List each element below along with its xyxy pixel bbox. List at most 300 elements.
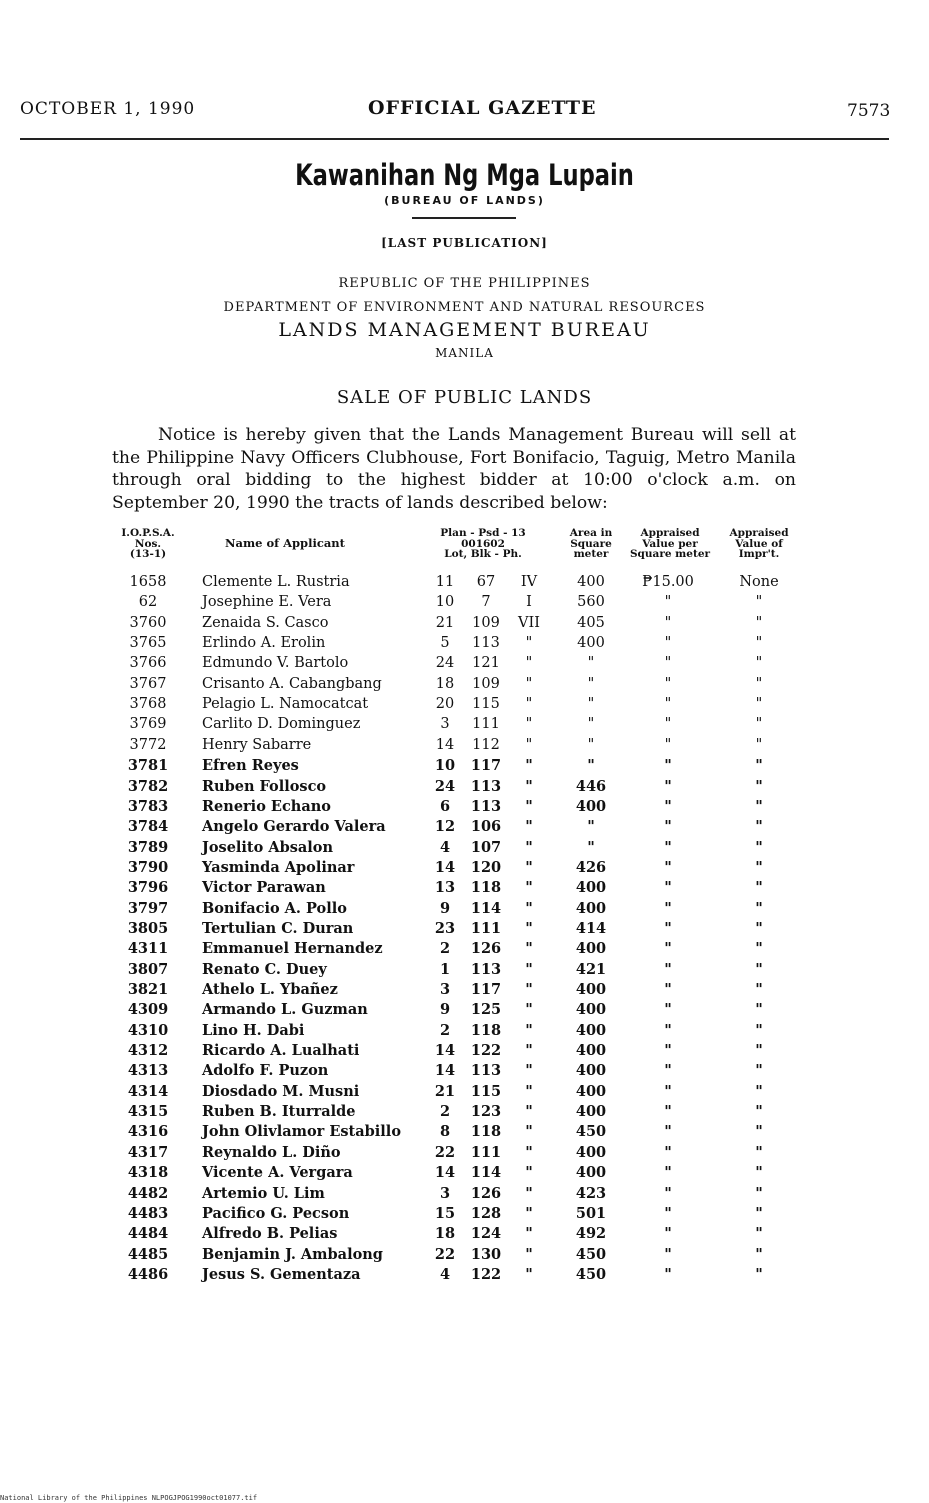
cell-area: 492	[575, 1225, 607, 1243]
table-row	[0, 798, 929, 818]
cell-imp: "	[755, 1001, 763, 1019]
table-row	[0, 1022, 929, 1042]
cell-ph: "	[525, 1143, 533, 1161]
cell-name: Armando L. Guzman	[202, 1001, 368, 1019]
cell-ph: "	[525, 838, 533, 856]
cell-imp: "	[755, 1184, 763, 1202]
cell-val: "	[664, 736, 672, 753]
cell-ph: "	[525, 899, 533, 917]
table-row	[0, 961, 929, 981]
header-appraised-value	[620, 528, 720, 560]
table-row	[0, 940, 929, 960]
cell-no: 4309	[127, 1001, 169, 1019]
cell-ph: I	[526, 594, 532, 611]
cell-ph: "	[525, 1042, 533, 1060]
cell-lot: 4	[439, 838, 451, 856]
cell-imp: "	[755, 1021, 763, 1039]
cell-blk: 7	[481, 594, 491, 611]
cell-area: "	[587, 757, 595, 775]
cell-val: "	[664, 1245, 672, 1263]
cell-imp: "	[755, 757, 763, 775]
cell-area: 450	[575, 1123, 607, 1141]
cell-name: Crisanto A. Cabangbang	[202, 675, 382, 692]
cell-blk: 111	[470, 919, 502, 937]
cell-val: "	[664, 757, 672, 775]
cell-ph: "	[525, 960, 533, 978]
cell-area: 501	[575, 1204, 607, 1222]
cell-blk: 118	[470, 1021, 502, 1039]
cell-ph: "	[525, 736, 533, 753]
cell-val: "	[664, 1164, 672, 1182]
cell-val: "	[664, 1042, 672, 1060]
cell-imp: "	[755, 919, 763, 937]
cell-name: Artemio U. Lim	[202, 1184, 325, 1202]
cell-imp: "	[755, 858, 763, 876]
table-row	[0, 859, 929, 879]
publication-name: OFFICIAL GAZETTE	[368, 97, 597, 119]
cell-name: Diosdado M. Musni	[202, 1082, 360, 1100]
cell-lot: 24	[435, 655, 455, 672]
cell-lot: 22	[434, 1245, 456, 1263]
cell-area: 405	[577, 614, 605, 631]
cell-blk: 109	[472, 675, 500, 692]
cell-no: 3782	[127, 777, 169, 795]
table-row	[0, 1083, 929, 1103]
cell-no: 4310	[127, 1021, 169, 1039]
cell-area: 400	[575, 1164, 607, 1182]
header-plan-l3: Lot, Blk - Ph.	[444, 548, 522, 560]
header-appraised-impr	[722, 528, 796, 560]
cell-lot: 2	[439, 1021, 451, 1039]
cell-area: 450	[575, 1265, 607, 1283]
cell-lot: 18	[435, 675, 455, 692]
header-value-l1: Appraised	[640, 527, 700, 539]
cell-no: 3768	[129, 696, 167, 713]
cell-name: Adolfo F. Puzon	[202, 1062, 329, 1080]
cell-area: 400	[575, 1103, 607, 1121]
cell-area: 560	[577, 594, 605, 611]
cell-area: 400	[575, 981, 607, 998]
cell-ph: "	[525, 879, 533, 897]
header-area-l2: Square	[570, 537, 612, 550]
cell-name: Erlindo A. Erolin	[202, 635, 326, 652]
cell-blk: 113	[470, 960, 502, 978]
cell-ph: "	[525, 675, 533, 692]
table-row	[0, 1144, 929, 1164]
cell-blk: 111	[472, 716, 500, 733]
cell-val: "	[664, 614, 672, 631]
cell-imp: "	[755, 777, 763, 795]
header-iopsa-l3: (13-1)	[129, 548, 167, 560]
section-title: SALE OF PUBLIC LANDS	[336, 387, 593, 408]
cell-area: 400	[575, 1021, 607, 1039]
cell-imp: "	[755, 594, 763, 611]
cell-blk: 126	[470, 1184, 502, 1202]
table-row	[0, 757, 929, 777]
cell-blk: 128	[470, 1204, 502, 1222]
cell-no: 62	[138, 594, 158, 611]
table-row	[0, 615, 929, 635]
cell-name: Edmundo V. Bartolo	[202, 655, 349, 672]
cell-imp: "	[755, 1143, 763, 1161]
notice-text: Notice is hereby given that the Lands Management Bureau will sell at the Philippine Navy Officers Clubhouse, Fort Bonifacio, Taguig, Metro Manila through oral bidding to the highest bidder at 10:00 o'clock a.m. on September 20, 1990 the tracts of lands described below:	[112, 425, 796, 513]
header-area	[560, 528, 622, 560]
table-row	[0, 1205, 929, 1225]
cell-val: "	[664, 960, 672, 978]
cell-val: "	[664, 1123, 672, 1141]
cell-ph: "	[525, 1123, 533, 1141]
cell-imp: "	[755, 797, 763, 815]
cell-blk: 124	[470, 1225, 502, 1243]
cell-no: 4484	[127, 1225, 169, 1243]
table-row	[0, 574, 929, 594]
cell-blk: 126	[470, 940, 502, 958]
cell-imp: None	[739, 574, 779, 590]
cell-imp: "	[755, 818, 763, 836]
cell-area: 446	[575, 777, 607, 795]
header-value-l2: Value per	[642, 537, 698, 550]
cell-lot: 18	[434, 1225, 456, 1243]
cell-name: Tertulian C. Duran	[202, 919, 354, 937]
cell-lot: 14	[434, 858, 456, 876]
table-row	[0, 920, 929, 940]
cell-blk: 109	[472, 614, 500, 631]
cell-lot: 20	[435, 696, 455, 713]
table-row	[0, 1225, 929, 1245]
cell-imp: "	[755, 1123, 763, 1141]
header-plan-l2: 001602	[461, 537, 505, 550]
cell-lot: 3	[439, 1184, 451, 1202]
cell-ph: "	[525, 818, 533, 836]
cell-val: "	[664, 919, 672, 937]
cell-ph: "	[525, 1082, 533, 1100]
cell-lot: 10	[435, 594, 455, 611]
cell-lot: 14	[434, 1042, 456, 1060]
table-row	[0, 900, 929, 920]
cell-no: 3769	[129, 716, 167, 733]
cell-no: 4486	[127, 1265, 169, 1283]
cell-imp: "	[755, 1103, 763, 1121]
cell-imp: "	[755, 635, 763, 652]
header-iopsa	[112, 528, 184, 560]
cell-val: "	[664, 1143, 672, 1161]
cell-blk: 121	[472, 655, 500, 672]
table-row	[0, 778, 929, 798]
cell-ph: "	[525, 1204, 533, 1222]
cell-ph: "	[525, 1001, 533, 1019]
cell-imp: "	[755, 696, 763, 713]
cell-lot: 21	[435, 614, 455, 631]
cell-imp: "	[755, 940, 763, 958]
cell-ph: "	[525, 1184, 533, 1202]
cell-no: 3781	[127, 757, 169, 775]
table-row	[0, 1062, 929, 1082]
table-row	[0, 839, 929, 859]
cell-ph: "	[525, 981, 533, 998]
header-impr-l3: Impr't.	[738, 548, 780, 560]
cell-name: Zenaida S. Casco	[202, 614, 329, 631]
table-row	[0, 655, 929, 675]
cell-blk: 113	[470, 797, 502, 815]
cell-no: 4317	[127, 1143, 169, 1161]
cell-ph: "	[525, 1021, 533, 1039]
cell-val: "	[664, 716, 672, 733]
cell-imp: "	[755, 614, 763, 631]
cell-area: 400	[577, 574, 605, 590]
cell-val: "	[664, 797, 672, 815]
cell-lot: 21	[434, 1082, 456, 1100]
cell-imp: "	[755, 879, 763, 897]
cell-val: "	[664, 899, 672, 917]
cell-val: "	[664, 818, 672, 836]
cell-val: "	[664, 696, 672, 713]
table-row	[0, 696, 929, 716]
cell-ph: "	[525, 797, 533, 815]
cell-lot: 14	[434, 1164, 456, 1182]
header-plan-l1: Plan - Psd - 13	[440, 527, 526, 539]
table-row	[0, 676, 929, 696]
cell-area: "	[587, 696, 595, 713]
cell-ph: "	[525, 1245, 533, 1263]
cell-val: "	[664, 940, 672, 958]
cell-area: 400	[575, 1001, 607, 1019]
cell-no: 3805	[127, 919, 169, 937]
cell-ph: "	[525, 757, 533, 775]
cell-blk: 120	[470, 858, 502, 876]
city-label: MANILA	[435, 346, 494, 360]
cell-no: 3760	[129, 614, 167, 631]
table-row	[0, 981, 929, 1001]
cell-area: 414	[575, 919, 607, 937]
cell-area: "	[587, 655, 595, 672]
cell-no: 3783	[127, 797, 169, 815]
header-applicant: Name of Applicant	[225, 536, 345, 550]
cell-ph: "	[525, 716, 533, 733]
cell-imp: "	[755, 1082, 763, 1100]
cell-area: 400	[575, 797, 607, 815]
header-area-l1: Area in	[569, 527, 613, 539]
cell-no: 3821	[127, 981, 169, 998]
cell-ph: VII	[518, 614, 540, 631]
table-row	[0, 1123, 929, 1143]
cell-val: "	[664, 981, 672, 998]
cell-area: "	[587, 838, 595, 856]
cell-val: "	[664, 655, 672, 672]
notice-paragraph	[112, 424, 796, 514]
page-subtitle: (BUREAU OF LANDS)	[384, 194, 545, 207]
cell-no: 4315	[127, 1103, 169, 1121]
cell-val: ₱15.00	[642, 574, 694, 590]
table-row	[0, 1042, 929, 1062]
cell-val: "	[664, 879, 672, 897]
header-plan	[408, 528, 558, 560]
publication-tag: [LAST PUBLICATION]	[381, 236, 548, 250]
cell-ph: "	[525, 1225, 533, 1243]
cell-name: Pelagio L. Namocatcat	[202, 696, 369, 713]
cell-blk: 123	[470, 1103, 502, 1121]
cell-ph: "	[525, 777, 533, 795]
cell-name: Pacifico G. Pecson	[202, 1204, 350, 1222]
header-impr-l1: Appraised	[729, 527, 789, 539]
cell-imp: "	[755, 1245, 763, 1263]
cell-blk: 117	[470, 981, 502, 998]
cell-lot: 14	[434, 1062, 456, 1080]
cell-no: 4483	[127, 1204, 169, 1222]
cell-lot: 9	[439, 899, 451, 917]
cell-area: "	[587, 818, 595, 836]
cell-blk: 114	[470, 899, 502, 917]
table-row	[0, 1185, 929, 1205]
cell-no: 3790	[127, 858, 169, 876]
table-row	[0, 737, 929, 757]
cell-no: 3767	[129, 675, 167, 692]
cell-imp: "	[755, 1265, 763, 1283]
cell-imp: "	[755, 736, 763, 753]
cell-name: Emmanuel Hernandez	[202, 940, 383, 958]
page-title: Kawanihan Ng Mga Lupain	[295, 158, 634, 192]
bureau-label: LANDS MANAGEMENT BUREAU	[278, 319, 651, 341]
cell-lot: 12	[434, 818, 456, 836]
table-row	[0, 1103, 929, 1123]
cell-name: Joselito Absalon	[202, 838, 334, 856]
cell-area: 400	[575, 1042, 607, 1060]
cell-ph: "	[525, 655, 533, 672]
cell-val: "	[664, 635, 672, 652]
cell-blk: 111	[470, 1143, 502, 1161]
cell-imp: "	[755, 1164, 763, 1182]
cell-blk: 122	[470, 1265, 502, 1283]
cell-lot: 14	[435, 736, 455, 753]
cell-name: Benjamin J. Ambalong	[202, 1245, 383, 1263]
cell-imp: "	[755, 655, 763, 672]
cell-no: 3765	[129, 635, 167, 652]
cell-no: 4313	[127, 1062, 169, 1080]
cell-val: "	[664, 1225, 672, 1243]
cell-no: 4311	[127, 940, 169, 958]
cell-lot: 6	[439, 797, 451, 815]
cell-blk: 115	[470, 1082, 502, 1100]
cell-imp: "	[755, 981, 763, 998]
cell-lot: 5	[440, 635, 450, 652]
cell-blk: 117	[470, 757, 502, 775]
cell-lot: 4	[439, 1265, 451, 1283]
cell-lot: 15	[434, 1204, 456, 1222]
table-row	[0, 879, 929, 899]
cell-lot: 10	[434, 757, 456, 775]
cell-area: 400	[575, 1082, 607, 1100]
cell-blk: 107	[470, 838, 502, 856]
cell-imp: "	[755, 838, 763, 856]
cell-imp: "	[755, 716, 763, 733]
cell-name: Henry Sabarre	[202, 736, 312, 753]
cell-lot: 8	[439, 1123, 451, 1141]
cell-no: 4314	[127, 1082, 169, 1100]
cell-lot: 9	[439, 1001, 451, 1019]
cell-lot: 2	[439, 940, 451, 958]
cell-name: Ruben Follosco	[202, 777, 327, 795]
cell-imp: "	[755, 1225, 763, 1243]
cell-ph: "	[525, 858, 533, 876]
cell-name: Ruben B. Iturralde	[202, 1103, 356, 1121]
cell-no: 4316	[127, 1123, 169, 1141]
cell-name: Vicente A. Vergara	[202, 1164, 353, 1182]
cell-area: 400	[575, 879, 607, 897]
cell-area: 400	[575, 1062, 607, 1080]
cell-imp: "	[755, 1204, 763, 1222]
cell-area: 423	[575, 1184, 607, 1202]
cell-no: 4312	[127, 1042, 169, 1060]
cell-lot: 3	[439, 981, 451, 998]
cell-no: 3784	[127, 818, 169, 836]
cell-lot: 13	[434, 879, 456, 897]
cell-no: 3796	[127, 879, 169, 897]
cell-no: 3766	[129, 655, 167, 672]
table-row	[0, 1001, 929, 1021]
cell-name: Josephine E. Vera	[202, 594, 332, 611]
cell-name: Clemente L. Rustria	[202, 574, 350, 590]
cell-no: 1658	[129, 574, 167, 590]
cell-ph: "	[525, 1062, 533, 1080]
cell-name: Yasminda Apolinar	[202, 858, 355, 876]
cell-lot: 24	[434, 777, 456, 795]
cell-blk: 114	[470, 1164, 502, 1182]
cell-name: Athelo L. Ybañez	[202, 981, 338, 998]
cell-area: 400	[575, 899, 607, 917]
cell-area: 400	[577, 635, 605, 652]
cell-name: Renerio Echano	[202, 797, 331, 815]
cell-blk: 130	[470, 1245, 502, 1263]
cell-imp: "	[755, 899, 763, 917]
cell-area: "	[587, 675, 595, 692]
header-iopsa-l2: Nos.	[134, 537, 162, 550]
cell-name: Efren Reyes	[202, 757, 299, 775]
cell-no: 4485	[127, 1245, 169, 1263]
cell-blk: 115	[472, 696, 500, 713]
cell-area: 450	[575, 1245, 607, 1263]
cell-ph: "	[525, 635, 533, 652]
cell-lot: 1	[439, 960, 451, 978]
cell-val: "	[664, 777, 672, 795]
cell-val: "	[664, 858, 672, 876]
cell-blk: 113	[470, 777, 502, 795]
cell-ph: "	[525, 696, 533, 713]
table-row	[0, 1164, 929, 1184]
cell-name: Alfredo B. Pelias	[202, 1225, 338, 1243]
cell-name: John Olivlamor Estabillo	[202, 1123, 401, 1141]
cell-ph: "	[525, 1164, 533, 1182]
cell-imp: "	[755, 1042, 763, 1060]
cell-blk: 67	[476, 574, 496, 590]
cell-blk: 122	[470, 1042, 502, 1060]
cell-name: Angelo Gerardo Valera	[202, 818, 386, 836]
cell-imp: "	[755, 960, 763, 978]
header-iopsa-l1: I.O.P.S.A.	[121, 527, 175, 539]
cell-no: 4482	[127, 1184, 169, 1202]
cell-area: 426	[575, 858, 607, 876]
table-row	[0, 1246, 929, 1266]
header-rule	[20, 138, 889, 140]
table-row	[0, 594, 929, 614]
cell-ph: "	[525, 1265, 533, 1283]
cell-val: "	[664, 1103, 672, 1121]
cell-blk: 113	[472, 635, 500, 652]
cell-imp: "	[755, 1062, 763, 1080]
cell-lot: 11	[435, 574, 455, 590]
cell-ph: "	[525, 1103, 533, 1121]
cell-imp: "	[755, 675, 763, 692]
cell-val: "	[664, 675, 672, 692]
cell-blk: 118	[470, 879, 502, 897]
